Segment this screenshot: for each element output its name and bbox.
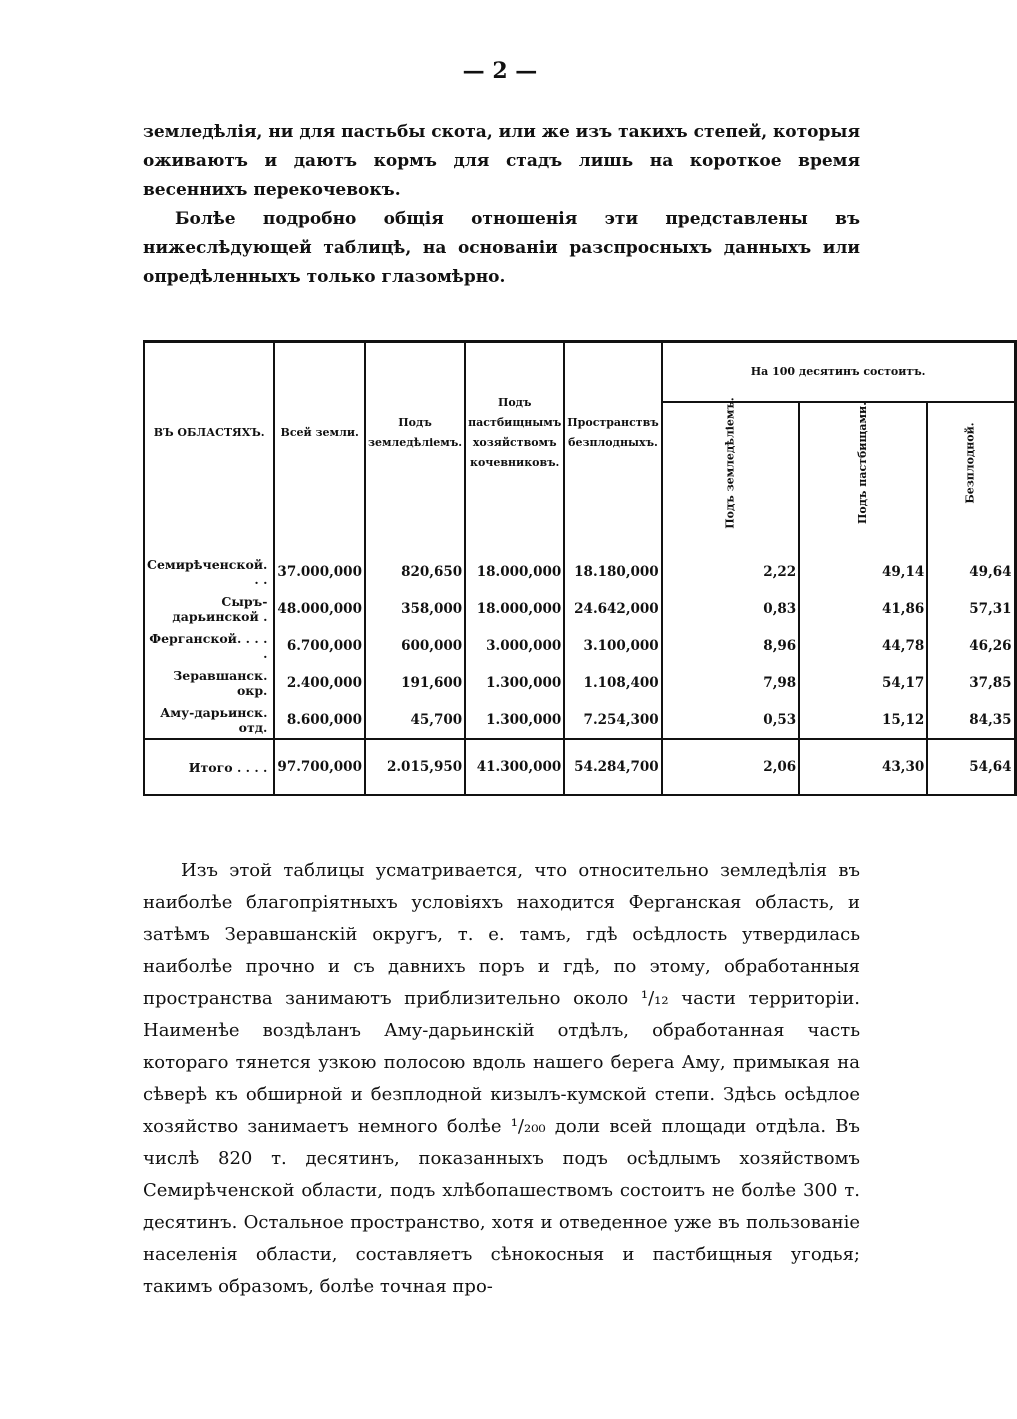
header-pasture: Подъ пастбищнымъ хозяйствомъ кочевниковъ. [465, 342, 564, 524]
cell-farming: 191,600 [365, 664, 465, 701]
total-percent-pasture: 43,30 [799, 739, 927, 795]
total-percent-barren: 54,64 [927, 739, 1015, 795]
cell-pasture: 18.000,000 [465, 523, 564, 590]
cell-percent-farming: 8,96 [662, 627, 799, 664]
region-name: Зеравшанск. окр. [144, 664, 274, 701]
cell-pasture: 1.300,000 [465, 701, 564, 739]
cell-barren: 24.642,000 [564, 590, 661, 627]
region-name: Сыръ-дарьинской . [144, 590, 274, 627]
header-regions: ВЪ ОБЛАСТЯХЪ. [144, 342, 274, 524]
header-all-land: Всей земли. [274, 342, 365, 524]
cell-percent-farming: 7,98 [662, 664, 799, 701]
page-number: — 2 — [462, 58, 538, 84]
table-row [144, 523, 1015, 590]
cell-farming: 45,700 [365, 701, 465, 739]
cell-percent-pasture: 15,12 [799, 701, 927, 739]
header-per-100: На 100 десятинъ состоитъ. [662, 342, 1015, 403]
cell-all-land: 37.000,000 [274, 523, 365, 590]
cell-barren: 18.180,000 [564, 523, 661, 590]
cell-all-land: 2.400,000 [274, 664, 365, 701]
region-name: Аму-дарьинск. отд. [144, 701, 274, 739]
region-name: Ферганской. . . . . [144, 627, 274, 664]
total-barren: 54.284,700 [564, 739, 661, 795]
cell-all-land: 8.600,000 [274, 701, 365, 739]
table-row [144, 590, 1015, 627]
table-row [144, 627, 1015, 664]
cell-percent-barren: 84,35 [927, 701, 1015, 739]
header-sub-pasture: Подъ пастбищами. [799, 402, 927, 523]
cell-barren: 1.108,400 [564, 664, 661, 701]
cell-percent-pasture: 49,14 [799, 523, 927, 590]
total-all-land: 97.700,000 [274, 739, 365, 795]
cell-all-land: 48.000,000 [274, 590, 365, 627]
cell-percent-pasture: 44,78 [799, 627, 927, 664]
header-barren: Пространствъ безплодныхъ. [564, 342, 661, 524]
total-farming: 2.015,950 [365, 739, 465, 795]
paragraph-table-intro: Болѣе подробно общія отношенія эти представлены въ нижеслѣдующей таблицѣ, на основаніи разспросныхъ данныхъ или опредѣленныхъ только глазомѣрно. [143, 209, 860, 287]
cell-farming: 358,000 [365, 590, 465, 627]
total-percent-farming: 2,06 [662, 739, 799, 795]
cell-farming: 820,650 [365, 523, 465, 590]
cell-pasture: 1.300,000 [465, 664, 564, 701]
cell-percent-barren: 49,64 [927, 523, 1015, 590]
header-sub-barren: Безплодной. [927, 402, 1015, 523]
table-row [144, 664, 1015, 701]
total-label: Итого . . . . [144, 739, 274, 795]
cell-percent-barren: 57,31 [927, 590, 1015, 627]
cell-all-land: 6.700,000 [274, 627, 365, 664]
cell-percent-pasture: 41,86 [799, 590, 927, 627]
header-farming: Подъ земледѣліемъ. [365, 342, 465, 524]
table-total-row [144, 739, 1015, 795]
total-pasture: 41.300,000 [465, 739, 564, 795]
cell-percent-farming: 0,83 [662, 590, 799, 627]
cell-percent-farming: 0,53 [662, 701, 799, 739]
land-statistics-table [143, 340, 1017, 796]
cell-percent-farming: 2,22 [662, 523, 799, 590]
paragraph-intro-continuation: земледѣлія, ни для пастьбы скота, или же изъ такихъ степей, которыя оживаютъ и даютъ кормъ для стадъ лишь на короткое время весеннихъ перекочевокъ. [143, 122, 861, 200]
cell-percent-barren: 37,85 [927, 664, 1015, 701]
header-sub-farming: Подъ земледѣліемъ. [662, 402, 799, 523]
cell-pasture: 3.000,000 [465, 627, 564, 664]
region-name: Семирѣченской. . . [144, 523, 274, 590]
cell-percent-barren: 46,26 [927, 627, 1015, 664]
cell-percent-pasture: 54,17 [799, 664, 927, 701]
cell-farming: 600,000 [365, 627, 465, 664]
cell-barren: 3.100,000 [564, 627, 661, 664]
table-row [144, 701, 1015, 739]
paragraph-table-analysis: Изъ этой таблицы усматривается, что относительно земледѣлія въ наиболѣе благопріятныхъ условіяхъ находится Ферганская область, и затѣмъ Зеравшанскій округъ, т. е. тамъ, гдѣ осѣдлость утвердилась наиболѣе прочно и съ давнихъ поръ и гдѣ, по этому, обработанныя пространства занимаютъ приблизительно около ¹/₁₂ части территоріи. Наименѣе воздѣланъ Аму-дарьинскій отдѣлъ, обработанная часть котораго тянется узкою полосою вдоль нашего берега Аму, примыкая на сѣверѣ къ обширной и безплодной кизылъ-кумской степи. Здѣсь осѣдлое хозяйство занимаетъ немного болѣе ¹/₂₀₀ доли всей площади отдѣла. Въ числѣ 820 т. десятинъ, показанныхъ подъ осѣдлымъ хозяйствомъ Семирѣченской области, подъ хлѣбопашествомъ состоитъ не болѣе 300 т. десятинъ. Остальное пространство, хотя и отведенное уже въ пользованіе населенія области, составляетъ сѣнокосныя и пастбищныя угодья; такимъ образомъ, болѣе точная про- [143, 860, 860, 1297]
cell-pasture: 18.000,000 [465, 590, 564, 627]
cell-barren: 7.254,300 [564, 701, 661, 739]
